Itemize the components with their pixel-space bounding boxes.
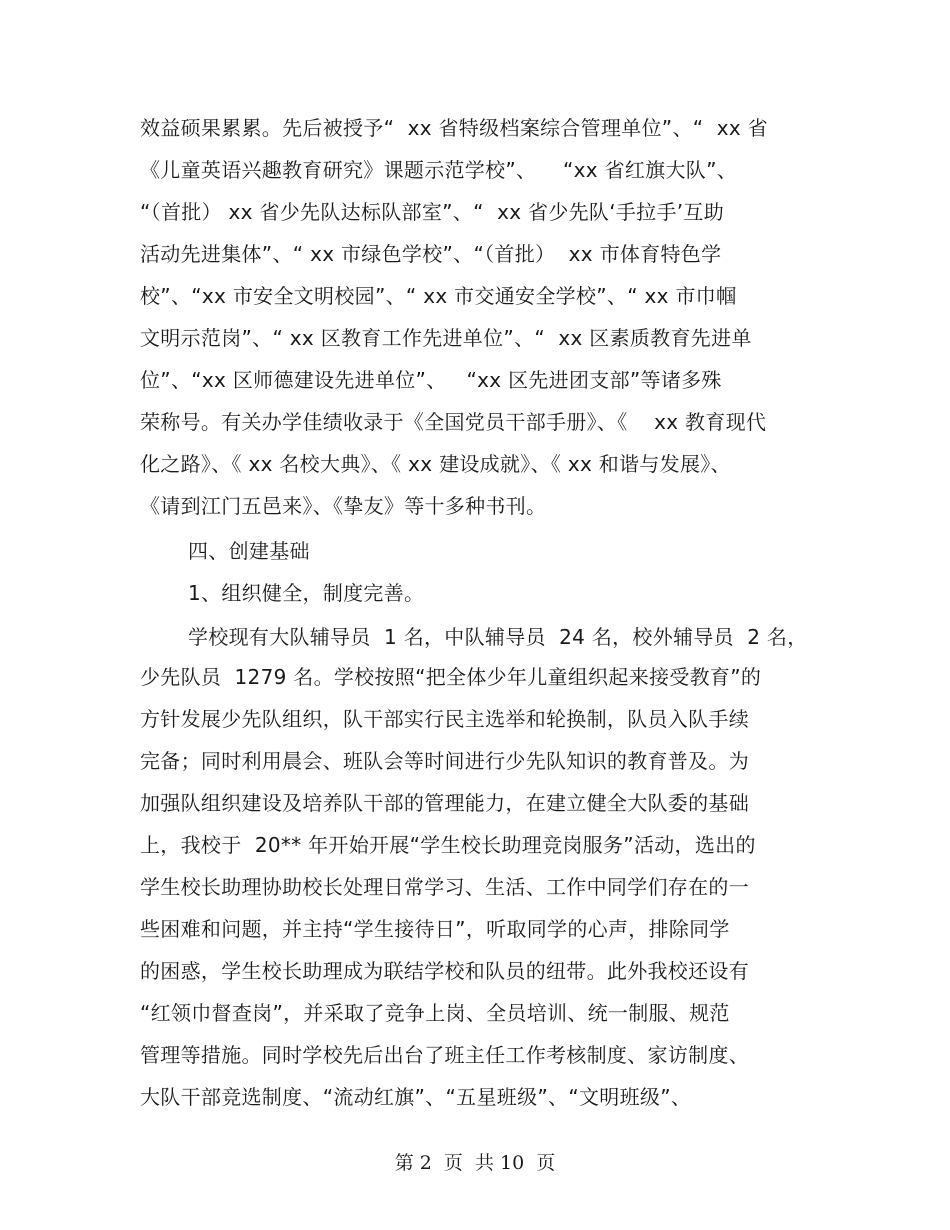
paragraph-line: 学校现有大队辅导员 1 名，中队辅导员 24 名，校外辅导员 2 名，	[188, 625, 808, 649]
page-footer: 第 2 页 共 10 页	[394, 1152, 556, 1174]
paragraph-line: 的困惑，学生校长助理成为联结学校和队员的纽带。此外我校还设有	[140, 959, 749, 983]
paragraph-line: 少先队员 1279 名。学校按照“把全体少年儿童组织起来接受教育”的	[140, 665, 762, 689]
paragraph-line: 大队干部竞选制度、“流动红旗”、“五星班级”、“文明班级”、	[140, 1085, 692, 1109]
paragraph-line: 学生校长助理协助校长处理日常学习、生活、工作中同学们存在的一	[140, 875, 749, 899]
section-heading: 四、创建基础	[188, 539, 310, 563]
paragraph-line: 位”、“xx 区师德建设先进单位”、 “xx 区先进团支部”等诸多殊	[140, 368, 722, 392]
paragraph-line: “（首批） xx 省少先队达标队部室”、“ xx 省少先队‘手拉手’互助	[140, 200, 725, 224]
paragraph-line: “红领巾督查岗”，并采取了竞争上岗、全员培训、统一制服、规范	[140, 1001, 730, 1025]
paragraph-line: 《请到江门五邑来》、《挚友》等十多种书刊。	[140, 494, 547, 518]
paragraph-line: 管理等措施。同时学校先后出台了班主任工作考核制度、家访制度、	[140, 1043, 749, 1067]
paragraph-line: 效益硕果累累。先后被授予“ xx 省特级档案综合管理单位”、“ xx 省	[140, 116, 768, 140]
paragraph-line: 方针发展少先队组织，队干部实行民主选举和轮换制，队员入队手续	[140, 707, 749, 731]
paragraph-line: 完备；同时利用晨会、班队会等时间进行少先队知识的教育普及。为	[140, 749, 749, 773]
paragraph-line: 《儿童英语兴趣教育研究》课题示范学校”、 “xx 省红旗大队”、	[140, 158, 738, 182]
paragraph-line: 些困难和问题，并主持“学生接待日”，听取同学的心声，排除同学	[140, 917, 730, 941]
paragraph-line: 加强队组织建设及培养队干部的管理能力，在建立健全大队委的基础	[140, 791, 749, 815]
paragraph-line: 校”、“xx 市安全文明校园”、“ xx 市交通安全学校”、“ xx 市巾帼	[140, 284, 737, 308]
paragraph-line: 上，我校于 20** 年开始开展“学生校长助理竞岗服务”活动，选出的	[140, 833, 756, 857]
paragraph-line: 化之路》、《 xx 名校大典》、《 xx 建设成就》、《 xx 和谐与发展》、	[140, 452, 731, 476]
paragraph-line: 活动先进集体”、“ xx 市绿色学校”、“（首批） xx 市体育特色学	[140, 242, 722, 266]
paragraph-line: 荣称号。有关办学佳绩收录于《全国党员干部手册》、《 xx 教育现代	[140, 410, 767, 434]
subsection-heading: 1、组织健全，制度完善。	[188, 581, 425, 605]
paragraph-line: 文明示范岗”、“ xx 区教育工作先进单位”、“ xx 区素质教育先进单	[140, 326, 752, 350]
